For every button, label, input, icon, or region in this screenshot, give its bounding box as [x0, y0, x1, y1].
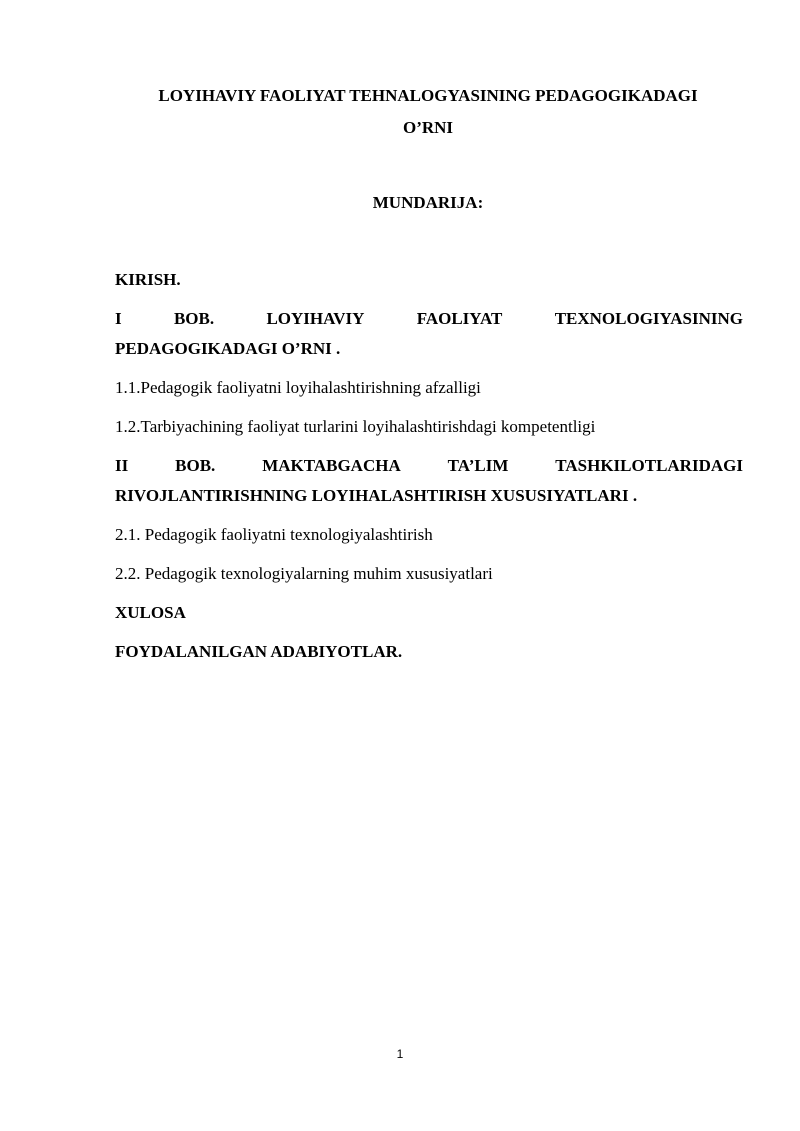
toc-chapter-1 — [115, 304, 743, 364]
toc-chapter-1-word: I — [115, 309, 122, 328]
toc-chapter-2-word: TASHKILOTLARIDAGI — [555, 456, 743, 475]
toc-chapter-1-word: FAOLIYAT — [416, 309, 503, 328]
toc-section-1-2: 1.2.Tarbiyachining faoliyat turlarini loyihalashtirishdagi kompetentligi — [115, 417, 596, 436]
toc-chapter-2-word: II — [115, 456, 129, 475]
toc-chapter-1-word: BOB. — [173, 309, 215, 328]
toc-conclusion: XULOSA — [115, 603, 186, 622]
toc-chapter-2-line1 — [115, 451, 743, 481]
toc-section-2-2: 2.2. Pedagogik texnologiyalarning muhim xususiyatlari — [115, 564, 493, 583]
toc-chapter-1-word: LOYIHAVIY — [266, 309, 365, 328]
toc-section-2-1: 2.1. Pedagogik faoliyatni texnologiyalashtirish — [115, 525, 433, 544]
document-title-line1: LOYIHAVIY FAOLIYAT TEHNALOGYASINING PEDAGOGIKADAGI — [158, 86, 698, 105]
document-title-line2: O’RNI — [402, 118, 454, 137]
toc-references: FOYDALANILGAN ADABIYOTLAR. — [115, 642, 403, 661]
toc-chapter-2 — [115, 451, 743, 511]
toc-chapter-2-word: MAKTABGACHA — [262, 456, 401, 475]
toc-chapter-2-line2: RIVOJLANTIRISHNING LOYIHALASHTIRISH XUSUSIYATLARI . — [115, 486, 638, 505]
toc-chapter-2-word: TA’LIM — [447, 456, 509, 475]
toc-chapter-1-line2: PEDAGOGIKADAGI O’RNI . — [115, 339, 341, 358]
toc-chapter-2-word: BOB. — [175, 456, 216, 475]
page-number: 1 — [396, 1047, 404, 1061]
toc-intro: KIRISH. — [115, 270, 181, 289]
toc-section-1-1: 1.1.Pedagogik faoliyatni loyihalashtirishning afzalligi — [115, 378, 481, 397]
toc-chapter-1-line1 — [115, 304, 743, 334]
toc-chapter-1-word: TEXNOLOGIYASINING — [554, 309, 743, 328]
contents-heading: MUNDARIJA: — [372, 193, 484, 212]
table-of-contents — [115, 265, 743, 667]
